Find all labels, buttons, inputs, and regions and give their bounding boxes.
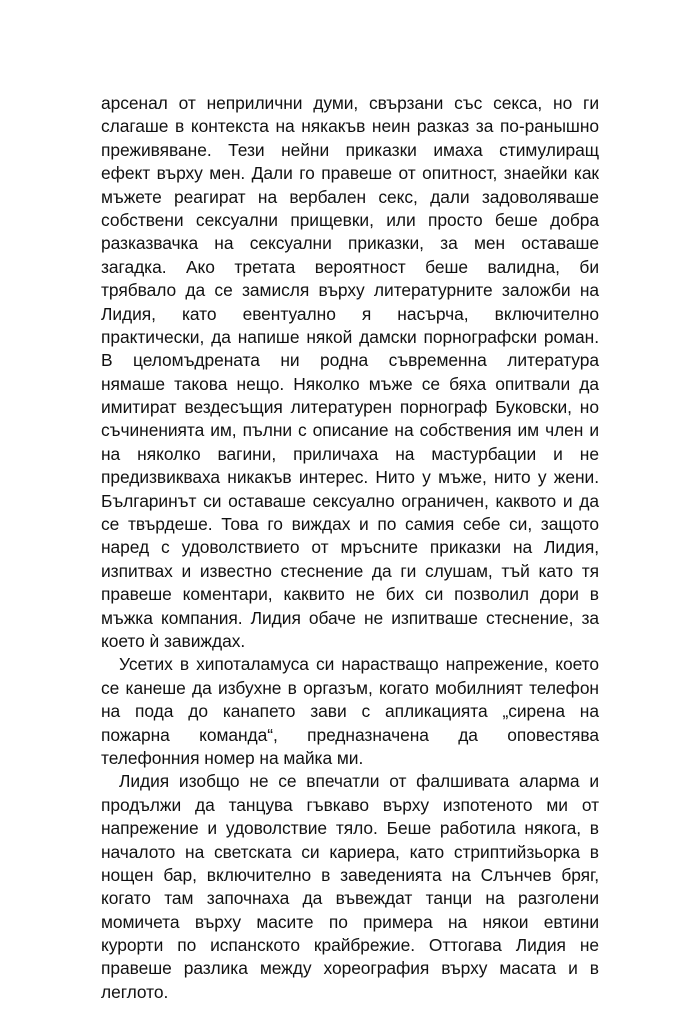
text-line: мъжка компания. Лидия обаче не изпитваше стеснение, за bbox=[101, 607, 599, 628]
text-line: момичета върху масите по примера на някои евтини bbox=[101, 911, 599, 932]
text-line: наред с удоволствието от мръсните приказки на Лидия, bbox=[101, 537, 599, 558]
text-line: нощен бар, включително в заведенията на Слънчев бряг, bbox=[101, 864, 599, 885]
text-line: слагаше в контекста на някакъв неин разказ за по-ранышно bbox=[101, 116, 599, 137]
text-line: леглото. bbox=[101, 981, 169, 1002]
text-line: загадка. Ако третата вероятност беше валидна, би bbox=[101, 256, 599, 277]
text-line: нямаше такова нещо. Няколко мъже се бяха опитвали да bbox=[101, 373, 599, 394]
text-line: арсенал от неприлични думи, свързани със секса, но ги bbox=[101, 93, 599, 113]
text-line: Българинът си оставаше сексуално ограничен, каквото и да bbox=[101, 490, 599, 511]
text-line: се твърдеше. Това го виждах и по самия себе си, защото bbox=[101, 514, 599, 535]
text-line: разказвачка на сексуални приказки, за мен оставаше bbox=[101, 233, 599, 254]
text-line: Лидия изобщо не се впечатли от фалшивата аларма и bbox=[119, 771, 599, 792]
text-line: съчиненията им, пълни с описание на собствения им член и bbox=[101, 420, 599, 441]
text-line: собствени сексуални прищевки, или просто беше добра bbox=[101, 209, 599, 230]
text-line: телефонния номер на майка ми. bbox=[101, 747, 364, 768]
text-line: се канеше да избухне в оргазъм, когато мобилният телефон bbox=[101, 677, 599, 698]
text-line: изпитвах и известно стеснение да ги слушам, тъй като тя bbox=[101, 560, 599, 581]
text-line: на пода до канапето зави с апликацията „сирена на bbox=[101, 701, 599, 722]
text-line: началото на светската си кариера, като стриптийзьорка в bbox=[101, 841, 599, 862]
body-text bbox=[101, 92, 599, 1004]
text-line: предизвикваха никакъв интерес. Нито у мъже, нито у жени. bbox=[101, 467, 599, 488]
text-line: практически, да напише някой дамски порнографски роман. bbox=[101, 326, 599, 347]
text-line: Усетих в хипоталамуса си нарастващо напрежение, което bbox=[119, 654, 599, 675]
text-line: ефект върху мен. Дали го правеше от опитност, знаейки как bbox=[101, 163, 599, 184]
text-line: курорти по испанското крайбрежие. Оттогава Лидия не bbox=[101, 935, 599, 956]
text-line: на няколко вагини, приличаха на мастурбации и не bbox=[101, 443, 599, 464]
text-line: имитират вездесъщия литературен порнограф Буковски, но bbox=[101, 397, 599, 418]
text-line: правеше разлика между хореография върху масата и в bbox=[101, 958, 599, 979]
text-line: когато там започнаха да въвеждат танци на разголени bbox=[101, 888, 599, 909]
text-line: пожарна команда“, предназначена да оповестява bbox=[101, 724, 599, 745]
text-line: напрежение и удоволствие тяло. Беше работила някога, в bbox=[101, 818, 599, 839]
text-line: Лидия, като евентуално я насърча, включително bbox=[101, 303, 599, 324]
text-line: В целомъдрената ни родна съвременна литература bbox=[101, 350, 599, 371]
text-line: преживяване. Тези нейни приказки имаха стимулиращ bbox=[101, 139, 599, 160]
text-line: правеше коментари, каквито не бих си позволил дори в bbox=[101, 584, 599, 605]
text-line: мъжете реагират на вербален секс, дали задоволяваше bbox=[101, 186, 599, 207]
text-line: трябвало да се замисля върху литературните заложби на bbox=[101, 280, 599, 301]
text-line: което ѝ завиждах. bbox=[101, 630, 246, 651]
text-line: продължи да танцува гъвкаво върху изпотеното ми от bbox=[101, 794, 599, 815]
